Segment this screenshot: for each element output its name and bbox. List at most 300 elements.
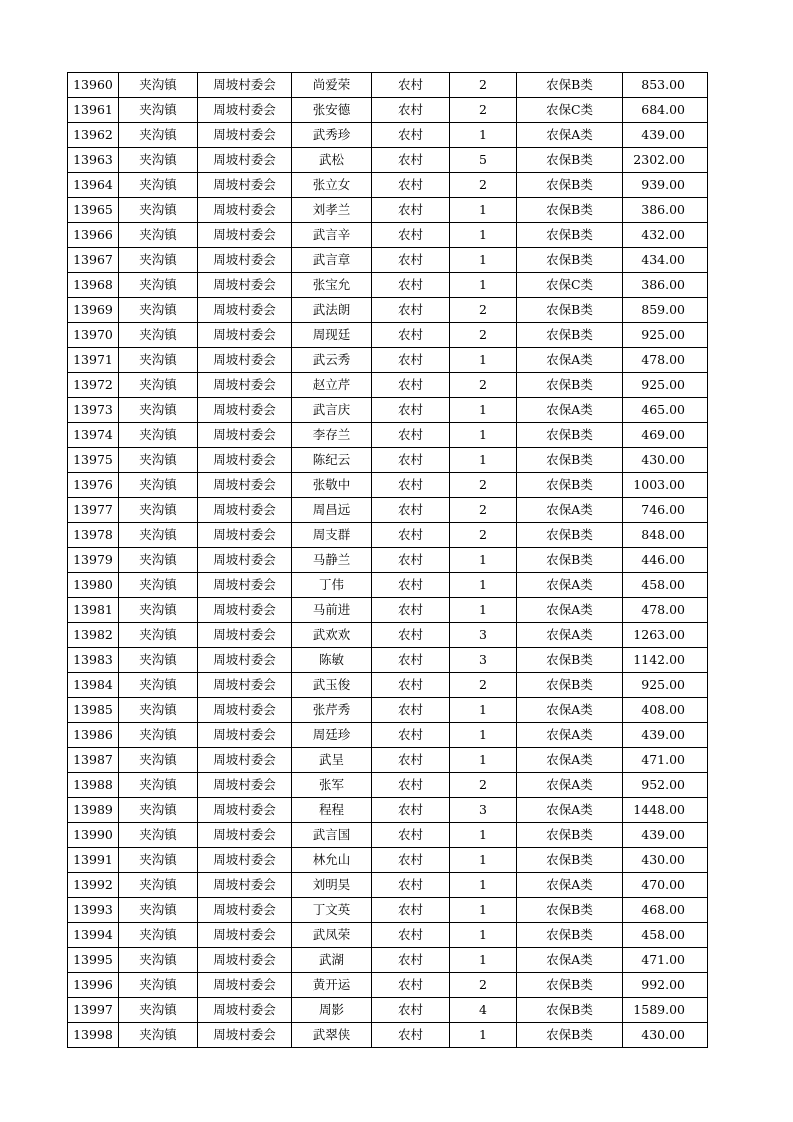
household-size-cell: 1 — [450, 423, 517, 448]
record-id-cell: 13988 — [68, 773, 119, 798]
person-name-cell: 张敬中 — [292, 473, 372, 498]
residence-type-cell: 农村 — [372, 223, 450, 248]
town-cell: 夹沟镇 — [119, 498, 198, 523]
insurance-category-cell: 农保B类 — [517, 373, 623, 398]
household-size-cell: 4 — [450, 998, 517, 1023]
insurance-category-cell: 农保B类 — [517, 173, 623, 198]
insurance-category-cell: 农保A类 — [517, 398, 623, 423]
amount-cell: 2302.00 — [623, 148, 708, 173]
town-cell: 夹沟镇 — [119, 1023, 198, 1048]
record-id-cell: 13977 — [68, 498, 119, 523]
person-name-cell: 武言辛 — [292, 223, 372, 248]
village-committee-cell: 周坡村委会 — [198, 348, 292, 373]
residence-type-cell: 农村 — [372, 848, 450, 873]
household-size-cell: 2 — [450, 523, 517, 548]
insurance-category-cell: 农保A类 — [517, 798, 623, 823]
town-cell: 夹沟镇 — [119, 273, 198, 298]
amount-cell: 1142.00 — [623, 648, 708, 673]
residence-type-cell: 农村 — [372, 998, 450, 1023]
residence-type-cell: 农村 — [372, 373, 450, 398]
insurance-category-cell: 农保B类 — [517, 148, 623, 173]
record-id-cell: 13990 — [68, 823, 119, 848]
person-name-cell: 李存兰 — [292, 423, 372, 448]
village-committee-cell: 周坡村委会 — [198, 248, 292, 273]
residence-type-cell: 农村 — [372, 98, 450, 123]
household-size-cell: 1 — [450, 873, 517, 898]
village-committee-cell: 周坡村委会 — [198, 948, 292, 973]
residence-type-cell: 农村 — [372, 298, 450, 323]
town-cell: 夹沟镇 — [119, 198, 198, 223]
town-cell: 夹沟镇 — [119, 323, 198, 348]
household-size-cell: 2 — [450, 173, 517, 198]
village-committee-cell: 周坡村委会 — [198, 773, 292, 798]
residence-type-cell: 农村 — [372, 598, 450, 623]
table-row — [68, 998, 708, 1023]
insurance-category-cell: 农保B类 — [517, 223, 623, 248]
table-row — [68, 973, 708, 998]
record-id-cell: 13991 — [68, 848, 119, 873]
household-size-cell: 1 — [450, 548, 517, 573]
amount-cell: 439.00 — [623, 723, 708, 748]
table-row — [68, 1023, 708, 1048]
amount-cell: 1263.00 — [623, 623, 708, 648]
residence-type-cell: 农村 — [372, 773, 450, 798]
person-name-cell: 马前进 — [292, 598, 372, 623]
village-committee-cell: 周坡村委会 — [198, 223, 292, 248]
residence-type-cell: 农村 — [372, 723, 450, 748]
insurance-category-cell: 农保B类 — [517, 1023, 623, 1048]
table-row — [68, 473, 708, 498]
town-cell: 夹沟镇 — [119, 223, 198, 248]
village-committee-cell: 周坡村委会 — [198, 723, 292, 748]
person-name-cell: 张安德 — [292, 98, 372, 123]
village-committee-cell: 周坡村委会 — [198, 298, 292, 323]
residence-type-cell: 农村 — [372, 348, 450, 373]
person-name-cell: 赵立芹 — [292, 373, 372, 398]
person-name-cell: 武言章 — [292, 248, 372, 273]
insurance-category-cell: 农保A类 — [517, 773, 623, 798]
residence-type-cell: 农村 — [372, 648, 450, 673]
record-id-cell: 13972 — [68, 373, 119, 398]
person-name-cell: 武湖 — [292, 948, 372, 973]
amount-cell: 434.00 — [623, 248, 708, 273]
household-size-cell: 1 — [450, 923, 517, 948]
amount-cell: 458.00 — [623, 923, 708, 948]
residence-type-cell: 农村 — [372, 498, 450, 523]
household-size-cell: 2 — [450, 673, 517, 698]
table-row — [68, 98, 708, 123]
household-size-cell: 2 — [450, 298, 517, 323]
residence-type-cell: 农村 — [372, 73, 450, 98]
residence-type-cell: 农村 — [372, 898, 450, 923]
person-name-cell: 刘孝兰 — [292, 198, 372, 223]
record-id-cell: 13978 — [68, 523, 119, 548]
insurance-category-cell: 农保B类 — [517, 473, 623, 498]
amount-cell: 925.00 — [623, 373, 708, 398]
person-name-cell: 武言国 — [292, 823, 372, 848]
residence-type-cell: 农村 — [372, 473, 450, 498]
insurance-category-cell: 农保B类 — [517, 248, 623, 273]
residence-type-cell: 农村 — [372, 448, 450, 473]
person-name-cell: 陈纪云 — [292, 448, 372, 473]
town-cell: 夹沟镇 — [119, 598, 198, 623]
insurance-category-cell: 农保B类 — [517, 648, 623, 673]
table-row — [68, 298, 708, 323]
person-name-cell: 武呈 — [292, 748, 372, 773]
village-committee-cell: 周坡村委会 — [198, 448, 292, 473]
insurance-category-cell: 农保A类 — [517, 598, 623, 623]
residence-type-cell: 农村 — [372, 823, 450, 848]
table-row — [68, 948, 708, 973]
town-cell: 夹沟镇 — [119, 173, 198, 198]
village-committee-cell: 周坡村委会 — [198, 98, 292, 123]
village-committee-cell: 周坡村委会 — [198, 673, 292, 698]
village-committee-cell: 周坡村委会 — [198, 648, 292, 673]
amount-cell: 439.00 — [623, 823, 708, 848]
table-row — [68, 398, 708, 423]
residence-type-cell: 农村 — [372, 1023, 450, 1048]
household-size-cell: 2 — [450, 973, 517, 998]
person-name-cell: 林允山 — [292, 848, 372, 873]
household-size-cell: 1 — [450, 248, 517, 273]
village-committee-cell: 周坡村委会 — [198, 598, 292, 623]
insurance-category-cell: 农保A类 — [517, 573, 623, 598]
table-row — [68, 573, 708, 598]
amount-cell: 952.00 — [623, 773, 708, 798]
table-row — [68, 723, 708, 748]
amount-cell: 471.00 — [623, 748, 708, 773]
village-committee-cell: 周坡村委会 — [198, 973, 292, 998]
village-committee-cell: 周坡村委会 — [198, 498, 292, 523]
table-row — [68, 173, 708, 198]
record-id-cell: 13985 — [68, 698, 119, 723]
person-name-cell: 程程 — [292, 798, 372, 823]
person-name-cell: 武秀珍 — [292, 123, 372, 148]
residence-type-cell: 农村 — [372, 423, 450, 448]
table-row — [68, 698, 708, 723]
town-cell: 夹沟镇 — [119, 98, 198, 123]
town-cell: 夹沟镇 — [119, 148, 198, 173]
village-committee-cell: 周坡村委会 — [198, 698, 292, 723]
residence-type-cell: 农村 — [372, 398, 450, 423]
village-committee-cell: 周坡村委会 — [198, 1023, 292, 1048]
town-cell: 夹沟镇 — [119, 373, 198, 398]
household-size-cell: 2 — [450, 773, 517, 798]
person-name-cell: 武松 — [292, 148, 372, 173]
household-size-cell: 1 — [450, 398, 517, 423]
table-row — [68, 598, 708, 623]
amount-cell: 430.00 — [623, 448, 708, 473]
record-id-cell: 13984 — [68, 673, 119, 698]
record-id-cell: 13983 — [68, 648, 119, 673]
amount-cell: 386.00 — [623, 273, 708, 298]
amount-cell: 439.00 — [623, 123, 708, 148]
household-size-cell: 1 — [450, 1023, 517, 1048]
residence-type-cell: 农村 — [372, 798, 450, 823]
amount-cell: 458.00 — [623, 573, 708, 598]
amount-cell: 408.00 — [623, 698, 708, 723]
person-name-cell: 张军 — [292, 773, 372, 798]
town-cell: 夹沟镇 — [119, 298, 198, 323]
residence-type-cell: 农村 — [372, 248, 450, 273]
residence-type-cell: 农村 — [372, 323, 450, 348]
table-row — [68, 798, 708, 823]
amount-cell: 746.00 — [623, 498, 708, 523]
record-id-cell: 13960 — [68, 73, 119, 98]
residence-type-cell: 农村 — [372, 573, 450, 598]
insurance-category-cell: 农保B类 — [517, 198, 623, 223]
residence-type-cell: 农村 — [372, 973, 450, 998]
household-size-cell: 1 — [450, 348, 517, 373]
person-name-cell: 刘明昊 — [292, 873, 372, 898]
insurance-category-cell: 农保A类 — [517, 948, 623, 973]
village-committee-cell: 周坡村委会 — [198, 123, 292, 148]
residence-type-cell: 农村 — [372, 198, 450, 223]
table-row — [68, 748, 708, 773]
record-id-cell: 13998 — [68, 1023, 119, 1048]
residence-type-cell: 农村 — [372, 873, 450, 898]
residence-type-cell: 农村 — [372, 948, 450, 973]
table-body — [68, 73, 708, 1048]
household-size-cell: 2 — [450, 498, 517, 523]
insurance-category-cell: 农保B类 — [517, 298, 623, 323]
record-id-cell: 13986 — [68, 723, 119, 748]
town-cell: 夹沟镇 — [119, 473, 198, 498]
town-cell: 夹沟镇 — [119, 773, 198, 798]
amount-cell: 848.00 — [623, 523, 708, 548]
household-size-cell: 5 — [450, 148, 517, 173]
record-id-cell: 13961 — [68, 98, 119, 123]
town-cell: 夹沟镇 — [119, 648, 198, 673]
amount-cell: 469.00 — [623, 423, 708, 448]
amount-cell: 1003.00 — [623, 473, 708, 498]
amount-cell: 992.00 — [623, 973, 708, 998]
household-size-cell: 1 — [450, 273, 517, 298]
household-size-cell: 1 — [450, 898, 517, 923]
insurance-category-cell: 农保C类 — [517, 273, 623, 298]
amount-cell: 1589.00 — [623, 998, 708, 1023]
insurance-category-cell: 农保A类 — [517, 498, 623, 523]
insurance-category-cell: 农保B类 — [517, 73, 623, 98]
household-size-cell: 1 — [450, 198, 517, 223]
amount-cell: 432.00 — [623, 223, 708, 248]
village-committee-cell: 周坡村委会 — [198, 373, 292, 398]
town-cell: 夹沟镇 — [119, 548, 198, 573]
household-size-cell: 1 — [450, 223, 517, 248]
village-committee-cell: 周坡村委会 — [198, 473, 292, 498]
household-size-cell: 1 — [450, 698, 517, 723]
amount-cell: 386.00 — [623, 198, 708, 223]
village-committee-cell: 周坡村委会 — [198, 798, 292, 823]
record-id-cell: 13968 — [68, 273, 119, 298]
household-size-cell: 1 — [450, 723, 517, 748]
village-committee-cell: 周坡村委会 — [198, 623, 292, 648]
town-cell: 夹沟镇 — [119, 73, 198, 98]
table-row — [68, 448, 708, 473]
table-row — [68, 923, 708, 948]
person-name-cell: 周支群 — [292, 523, 372, 548]
person-name-cell: 张立女 — [292, 173, 372, 198]
village-committee-cell: 周坡村委会 — [198, 173, 292, 198]
table-row — [68, 148, 708, 173]
record-id-cell: 13973 — [68, 398, 119, 423]
table-row — [68, 273, 708, 298]
person-name-cell: 周现廷 — [292, 323, 372, 348]
insurance-category-cell: 农保B类 — [517, 823, 623, 848]
town-cell: 夹沟镇 — [119, 723, 198, 748]
amount-cell: 430.00 — [623, 1023, 708, 1048]
insurance-category-cell: 农保B类 — [517, 848, 623, 873]
household-size-cell: 1 — [450, 598, 517, 623]
insurance-category-cell: 农保A类 — [517, 723, 623, 748]
record-id-cell: 13997 — [68, 998, 119, 1023]
insurance-category-cell: 农保A类 — [517, 123, 623, 148]
town-cell: 夹沟镇 — [119, 973, 198, 998]
amount-cell: 925.00 — [623, 673, 708, 698]
record-id-cell: 13964 — [68, 173, 119, 198]
insurance-category-cell: 农保B类 — [517, 673, 623, 698]
amount-cell: 859.00 — [623, 298, 708, 323]
record-id-cell: 13979 — [68, 548, 119, 573]
amount-cell: 853.00 — [623, 73, 708, 98]
person-name-cell: 马静兰 — [292, 548, 372, 573]
person-name-cell: 武欢欢 — [292, 623, 372, 648]
table-row — [68, 673, 708, 698]
village-committee-cell: 周坡村委会 — [198, 923, 292, 948]
insurance-category-cell: 农保B类 — [517, 998, 623, 1023]
record-id-cell: 13982 — [68, 623, 119, 648]
village-committee-cell: 周坡村委会 — [198, 873, 292, 898]
table-row — [68, 348, 708, 373]
village-committee-cell: 周坡村委会 — [198, 548, 292, 573]
village-committee-cell: 周坡村委会 — [198, 848, 292, 873]
record-id-cell: 13963 — [68, 148, 119, 173]
table-row — [68, 523, 708, 548]
table-row — [68, 248, 708, 273]
residence-type-cell: 农村 — [372, 698, 450, 723]
record-id-cell: 13970 — [68, 323, 119, 348]
residence-type-cell: 农村 — [372, 523, 450, 548]
household-size-cell: 1 — [450, 823, 517, 848]
household-size-cell: 1 — [450, 848, 517, 873]
table-row — [68, 73, 708, 98]
record-id-cell: 13981 — [68, 598, 119, 623]
record-id-cell: 13971 — [68, 348, 119, 373]
town-cell: 夹沟镇 — [119, 398, 198, 423]
household-size-cell: 1 — [450, 573, 517, 598]
town-cell: 夹沟镇 — [119, 698, 198, 723]
village-committee-cell: 周坡村委会 — [198, 823, 292, 848]
village-committee-cell: 周坡村委会 — [198, 73, 292, 98]
person-name-cell: 陈敏 — [292, 648, 372, 673]
town-cell: 夹沟镇 — [119, 948, 198, 973]
record-id-cell: 13976 — [68, 473, 119, 498]
amount-cell: 478.00 — [623, 348, 708, 373]
amount-cell: 478.00 — [623, 598, 708, 623]
insurance-category-cell: 农保B类 — [517, 448, 623, 473]
insurance-category-cell: 农保A类 — [517, 623, 623, 648]
village-committee-cell: 周坡村委会 — [198, 273, 292, 298]
residence-type-cell: 农村 — [372, 123, 450, 148]
village-committee-cell: 周坡村委会 — [198, 148, 292, 173]
table-row — [68, 848, 708, 873]
person-name-cell: 武翠侠 — [292, 1023, 372, 1048]
insurance-category-cell: 农保B类 — [517, 323, 623, 348]
household-size-cell: 2 — [450, 323, 517, 348]
table-row — [68, 548, 708, 573]
person-name-cell: 武法朗 — [292, 298, 372, 323]
record-id-cell: 13965 — [68, 198, 119, 223]
residence-type-cell: 农村 — [372, 148, 450, 173]
person-name-cell: 周廷珍 — [292, 723, 372, 748]
household-size-cell: 3 — [450, 648, 517, 673]
residence-type-cell: 农村 — [372, 748, 450, 773]
insurance-category-cell: 农保B类 — [517, 548, 623, 573]
table-row — [68, 498, 708, 523]
table-row — [68, 323, 708, 348]
insurance-category-cell: 农保B类 — [517, 423, 623, 448]
town-cell: 夹沟镇 — [119, 823, 198, 848]
residence-type-cell: 农村 — [372, 673, 450, 698]
table-row — [68, 773, 708, 798]
record-id-cell: 13989 — [68, 798, 119, 823]
person-name-cell: 丁文英 — [292, 898, 372, 923]
record-id-cell: 13994 — [68, 923, 119, 948]
person-name-cell: 周昌远 — [292, 498, 372, 523]
village-committee-cell: 周坡村委会 — [198, 523, 292, 548]
table-row — [68, 648, 708, 673]
amount-cell: 1448.00 — [623, 798, 708, 823]
table-row — [68, 823, 708, 848]
residence-type-cell: 农村 — [372, 623, 450, 648]
town-cell: 夹沟镇 — [119, 573, 198, 598]
town-cell: 夹沟镇 — [119, 748, 198, 773]
table-row — [68, 623, 708, 648]
household-size-cell: 3 — [450, 798, 517, 823]
household-size-cell: 1 — [450, 748, 517, 773]
table-row — [68, 198, 708, 223]
record-id-cell: 13995 — [68, 948, 119, 973]
town-cell: 夹沟镇 — [119, 923, 198, 948]
record-id-cell: 13987 — [68, 748, 119, 773]
insurance-category-cell: 农保A类 — [517, 873, 623, 898]
record-id-cell: 13996 — [68, 973, 119, 998]
amount-cell: 471.00 — [623, 948, 708, 973]
record-id-cell: 13975 — [68, 448, 119, 473]
record-id-cell: 13962 — [68, 123, 119, 148]
town-cell: 夹沟镇 — [119, 848, 198, 873]
insurance-category-cell: 农保B类 — [517, 523, 623, 548]
insurance-category-cell: 农保C类 — [517, 98, 623, 123]
town-cell: 夹沟镇 — [119, 873, 198, 898]
village-committee-cell: 周坡村委会 — [198, 998, 292, 1023]
record-id-cell: 13966 — [68, 223, 119, 248]
person-name-cell: 周影 — [292, 998, 372, 1023]
village-committee-cell: 周坡村委会 — [198, 423, 292, 448]
insurance-category-cell: 农保A类 — [517, 698, 623, 723]
record-id-cell: 13967 — [68, 248, 119, 273]
residence-type-cell: 农村 — [372, 173, 450, 198]
person-name-cell: 张芹秀 — [292, 698, 372, 723]
village-committee-cell: 周坡村委会 — [198, 748, 292, 773]
amount-cell: 470.00 — [623, 873, 708, 898]
person-name-cell: 丁伟 — [292, 573, 372, 598]
person-name-cell: 武云秀 — [292, 348, 372, 373]
household-size-cell: 2 — [450, 73, 517, 98]
town-cell: 夹沟镇 — [119, 523, 198, 548]
residence-type-cell: 农村 — [372, 548, 450, 573]
person-name-cell: 张宝允 — [292, 273, 372, 298]
